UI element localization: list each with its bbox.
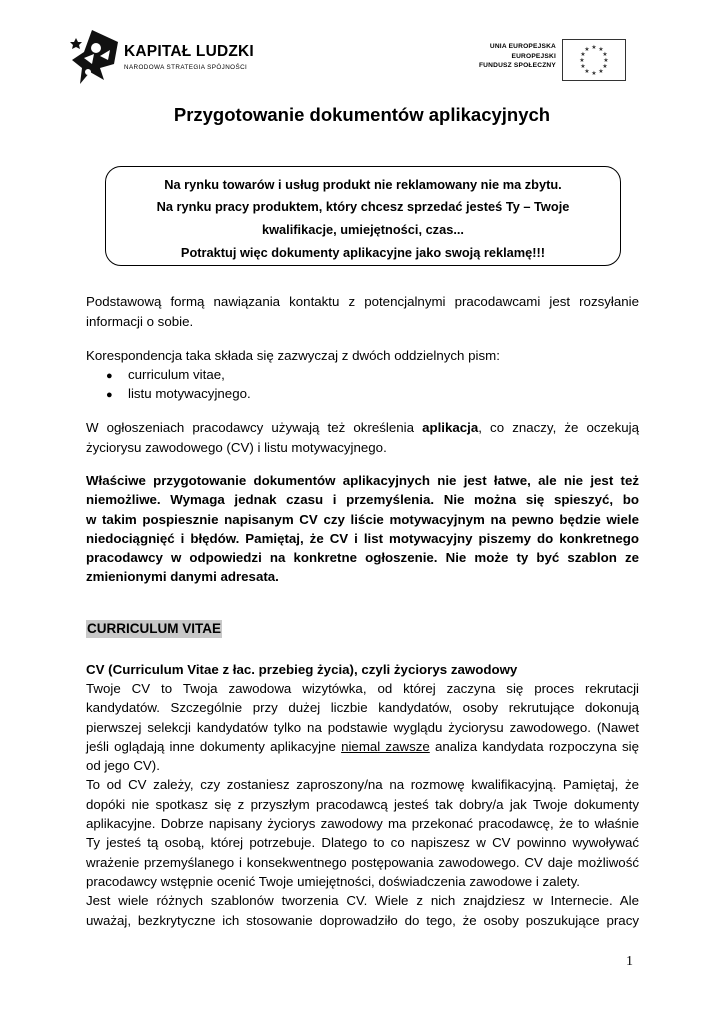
page-header <box>0 0 724 100</box>
paragraph-line: uważaj, bezkrytyczne ich stosowanie doprowadziło do tego, że osoby poszukujące pracy <box>86 912 639 928</box>
paragraph-line: zmienionymi danymi adresata. <box>86 569 279 585</box>
eu-line-2: EUROPEJSKI <box>511 52 556 60</box>
svg-text:★: ★ <box>598 46 604 53</box>
callout-box <box>105 166 621 266</box>
eu-label <box>440 42 556 71</box>
list-item-text: listu motywacyjnego. <box>128 386 251 401</box>
paragraph-line: od jego CV). <box>86 758 160 774</box>
paragraph-line: pracodawcy w odpowiedzi na konkretne ogłoszenie. Nie może ty być szablon ze <box>86 550 639 566</box>
paragraph-line: niemożliwe. Wymaga jednak czasu i przemyślenia. Nie można się spieszyć, bo <box>86 492 639 508</box>
eu-line-1: UNIA EUROPEJSKA <box>489 43 556 50</box>
paragraph-3 <box>86 418 639 457</box>
paragraph-line: Właściwe przygotowanie dokumentów aplikacyjnych nie jest łatwe, ale nie jest też <box>86 473 639 488</box>
bullet-icon: ● <box>106 389 113 401</box>
kapital-ludzki-logo-icon <box>70 28 120 86</box>
cv-heading: CV (Curriculum Vitae z łac. przebieg życia), czyli życiorys zawodowy <box>86 662 518 677</box>
paragraph-line: Jest wiele różnych szablonów tworzenia CV. Wiele z nich znajdziesz w Internecie. Ale <box>86 893 639 909</box>
paragraph-line: Twoje CV to Twoja zawodowa wizytówka, od której zaczyna się proces rekrutacji <box>86 681 639 696</box>
bullet-icon: ● <box>106 370 113 382</box>
paragraph-line: życiorysu zawodowego (CV) i listu motywacyjnego. <box>86 439 387 455</box>
underlined-term: niemal zawsze <box>341 738 430 754</box>
paragraph-line: informacji o sobie. <box>86 313 194 329</box>
paragraph-line: Ty jesteś tą osobą, której potrzebuje. Dlatego to co napiszesz w CV powinno wywoływać <box>86 835 639 851</box>
svg-text:★: ★ <box>598 68 604 75</box>
callout-line-3: kwalifikacje, umiejętności, czas... <box>261 222 464 237</box>
callout-line-1: Na rynku towarów i usług produkt nie reklamowany nie ma zbytu. <box>164 177 562 192</box>
svg-text:★: ★ <box>602 51 608 58</box>
document-title: Przygotowanie dokumentów aplikacyjnych <box>173 104 551 125</box>
paragraph-line <box>86 737 639 756</box>
paragraph-2: Korespondencja taka składa się zazwyczaj z dwóch oddzielnych pism: <box>86 348 500 363</box>
text-run: jeśli oglądają inne dokumenty aplikacyjne <box>86 738 342 754</box>
paragraph-line: wrażenie przemyślanego i konsekwentnego postępowania zawodowego. CV daje możliwość <box>86 854 639 870</box>
paragraph-line: w takim pospiesznie napisanym CV czy liście motywacyjnym na pewno będzie wiele <box>86 511 639 527</box>
svg-text:★: ★ <box>580 51 586 58</box>
section-heading-cv: CURRICULUM VITAE <box>87 621 221 636</box>
paragraph-line: dopóki nie spotkasz się z przyszłym pracodawcą jesteś tak dobry/a jak Twoje dokumenty <box>86 796 639 812</box>
paragraph-line: aplikacyjne. Dobrze napisany życiorys zawodowy ma przekonać pracodawcę, że to właśnie <box>86 816 639 832</box>
text-run: analiza kandydata rozpoczyna się <box>429 738 640 754</box>
list-item-text: curriculum vitae, <box>128 367 225 382</box>
eu-flag-icon <box>562 39 626 81</box>
paragraph-line: niedociągnięć i błędów. Pamiętaj, że CV i list motywacyjny piszemy do konkretnego <box>86 530 639 546</box>
paragraph-4-bold <box>86 471 639 587</box>
text-run: , co znaczy, że oczekują <box>478 420 639 435</box>
svg-text:★: ★ <box>580 63 586 70</box>
svg-text:★: ★ <box>603 57 609 64</box>
svg-text:★: ★ <box>591 44 597 51</box>
callout-line-4: Potraktuj więc dokumenty aplikacyjne jako swoją reklamę!!! <box>180 245 546 260</box>
page-number: 1 <box>626 954 633 969</box>
paragraph-line: To od CV zależy, czy zostaniesz zaproszony/na na rozmowę kwalifikacyjną. Pamiętaj, że <box>86 777 639 793</box>
eu-line-3: FUNDUSZ SPOŁECZNY <box>478 62 556 69</box>
logo-title: KAPITAŁ LUDZKI <box>124 43 254 60</box>
paragraph-line: pracodawcy wstępnie ocenić Twoje umiejętności, doświadczenia zawodowe i zalety. <box>86 873 580 889</box>
bold-term: aplikacja <box>422 420 479 435</box>
callout-line-2: Na rynku pracy produktem, który chcesz sprzedać jesteś Ty – Twoje <box>156 199 570 214</box>
paragraph-1 <box>86 292 639 331</box>
paragraph-line <box>86 418 639 438</box>
cv-paragraph <box>86 679 639 930</box>
text-run: W ogłoszeniach pracodawcy używają też określenia <box>86 420 423 435</box>
logo-subtitle: NARODOWA STRATEGIA SPÓJNOŚCI <box>124 64 248 71</box>
paragraph-line: kandydatów. Szczególnie przy dużej liczbie kandydatów, osoby rekrutujące dokonują <box>86 700 639 716</box>
list-item <box>106 384 251 406</box>
paragraph-line: Podstawową formą nawiązania kontaktu z potencjalnymi pracodawcami jest rozsyłanie <box>86 294 639 309</box>
svg-text:★: ★ <box>584 46 590 53</box>
svg-text:★: ★ <box>584 68 590 75</box>
svg-text:★: ★ <box>602 63 608 70</box>
paragraph-line: pierwszej selekcji kandydatów tylko na podstawie wyglądu życiorysu zawodowego. (Nawet <box>86 719 639 735</box>
svg-text:★: ★ <box>579 57 585 64</box>
svg-text:★: ★ <box>591 70 597 77</box>
